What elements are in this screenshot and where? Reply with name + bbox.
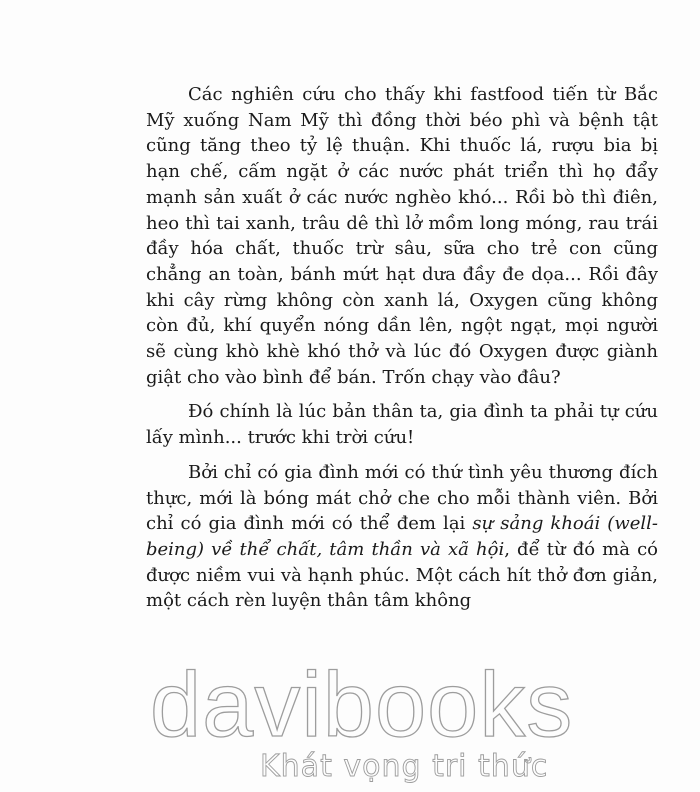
paragraph-2: Đó chính là lúc bản thân ta, gia đình ta phải tự cứu lấy mình... trước khi trời cứu! [146, 401, 658, 449]
paragraph-3 [146, 460, 658, 614]
watermark-logo: davibooks [150, 654, 574, 756]
body-text [146, 82, 658, 614]
paragraph-3-text-b: , để từ đó mà có được niềm vui và hạnh phúc. Một cách hít thở đơn giản, một cách rèn luyện thân tâm không [146, 538, 658, 612]
paragraph-1: Các nghiên cứu cho thấy khi fastfood tiến từ Bắc Mỹ xuống Nam Mỹ thì đồng thời béo phì và bệnh tật cũng tăng theo tỷ lệ thuận. Khi thuốc lá, rượu bia bị hạn chế, cấm ngặt ở các nước phát triển thì họ đẩy mạnh sản xuất ở các nước nghèo khó... Rồi bò thì điên, heo thì tai xanh, trâu dê thì lở mồm long móng, rau trái đầy hóa chất, thuốc trừ sâu, sữa cho trẻ con cũng chẳng an toàn, bánh mứt hạt dưa đầy đe dọa... Rồi đây khi cây rừng không còn xanh lá, Oxygen cũng không còn đủ, khí quyển nóng dần lên, ngột ngạt, mọi người sẽ cùng khò khè khó thở và lúc đó Oxygen được giành giật cho vào bình để bán. Trốn chạy vào đâu? [146, 84, 658, 388]
paragraph-3-italic: sự sảng khoái (well-being) về thể chất, tâm thần và xã hội [146, 513, 658, 560]
watermark-tagline: Khát vọng tri thức [260, 749, 549, 784]
watermark [150, 654, 574, 784]
paragraph-3-text-a: Bởi chỉ có gia đình mới có thứ tình yêu thương đích thực, mới là bóng mát chở che cho mỗi thành viên. Bởi chỉ có gia đình mới có thể đem lại [146, 461, 658, 535]
